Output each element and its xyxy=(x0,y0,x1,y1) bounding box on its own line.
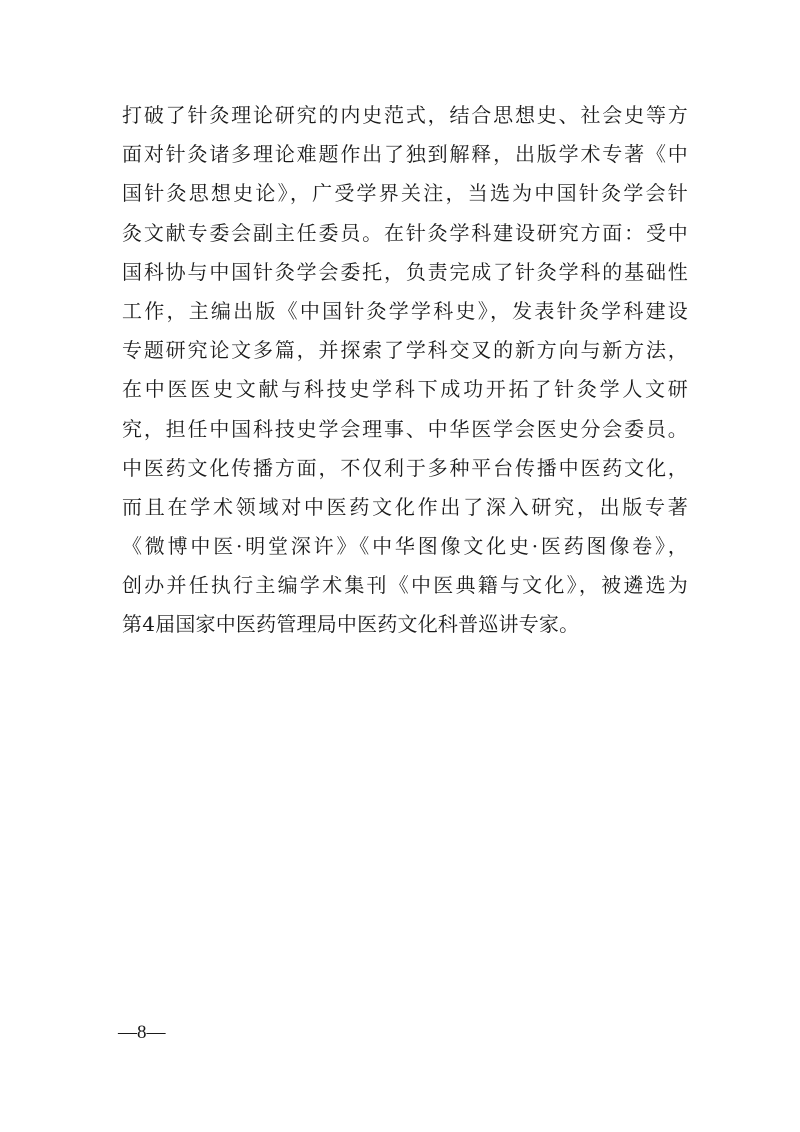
text-line: 灸文献专委会副主任委员。在针灸学科建设研究方面：受中 xyxy=(122,220,688,245)
text-line: 中医药文化传播方面，不仅利于多种平台传播中医药文化， xyxy=(122,455,688,480)
text-line: 国科协与中国针灸学会委托，负责完成了针灸学科的基础性 xyxy=(122,259,688,284)
page-number: —8— xyxy=(118,1022,166,1043)
body-paragraph xyxy=(122,96,688,645)
text-line: 而且在学术领域对中医药文化作出了深入研究，出版专著 xyxy=(122,494,688,519)
text-line: 第4届国家中医药管理局中医药文化科普巡讲专家。 xyxy=(122,612,580,637)
text-line: 在中医医史文献与科技史学科下成功开拓了针灸学人文研 xyxy=(122,377,688,402)
text-line: 打破了针灸理论研究的内史范式，结合思想史、社会史等方 xyxy=(122,103,688,127)
text-line: 究，担任中国科技史学会理事、中华医学会医史分会委员。 xyxy=(122,416,688,441)
text-line: 面对针灸诸多理论难题作出了独到解释，出版学术专著《中 xyxy=(122,142,688,167)
text-line: 《微博中医·明堂深许》《中华图像文化史·医药图像卷》， xyxy=(122,534,688,559)
text-line: 创办并任执行主编学术集刊《中医典籍与文化》，被遴选为 xyxy=(122,573,688,598)
text-line: 专题研究论文多篇，并探索了学科交叉的新方向与新方法， xyxy=(122,338,688,363)
text-line: 国针灸思想史论》，广受学界关注，当选为中国针灸学会针 xyxy=(122,181,688,206)
text-line: 工作，主编出版《中国针灸学学科史》，发表针灸学科建设 xyxy=(122,298,688,323)
